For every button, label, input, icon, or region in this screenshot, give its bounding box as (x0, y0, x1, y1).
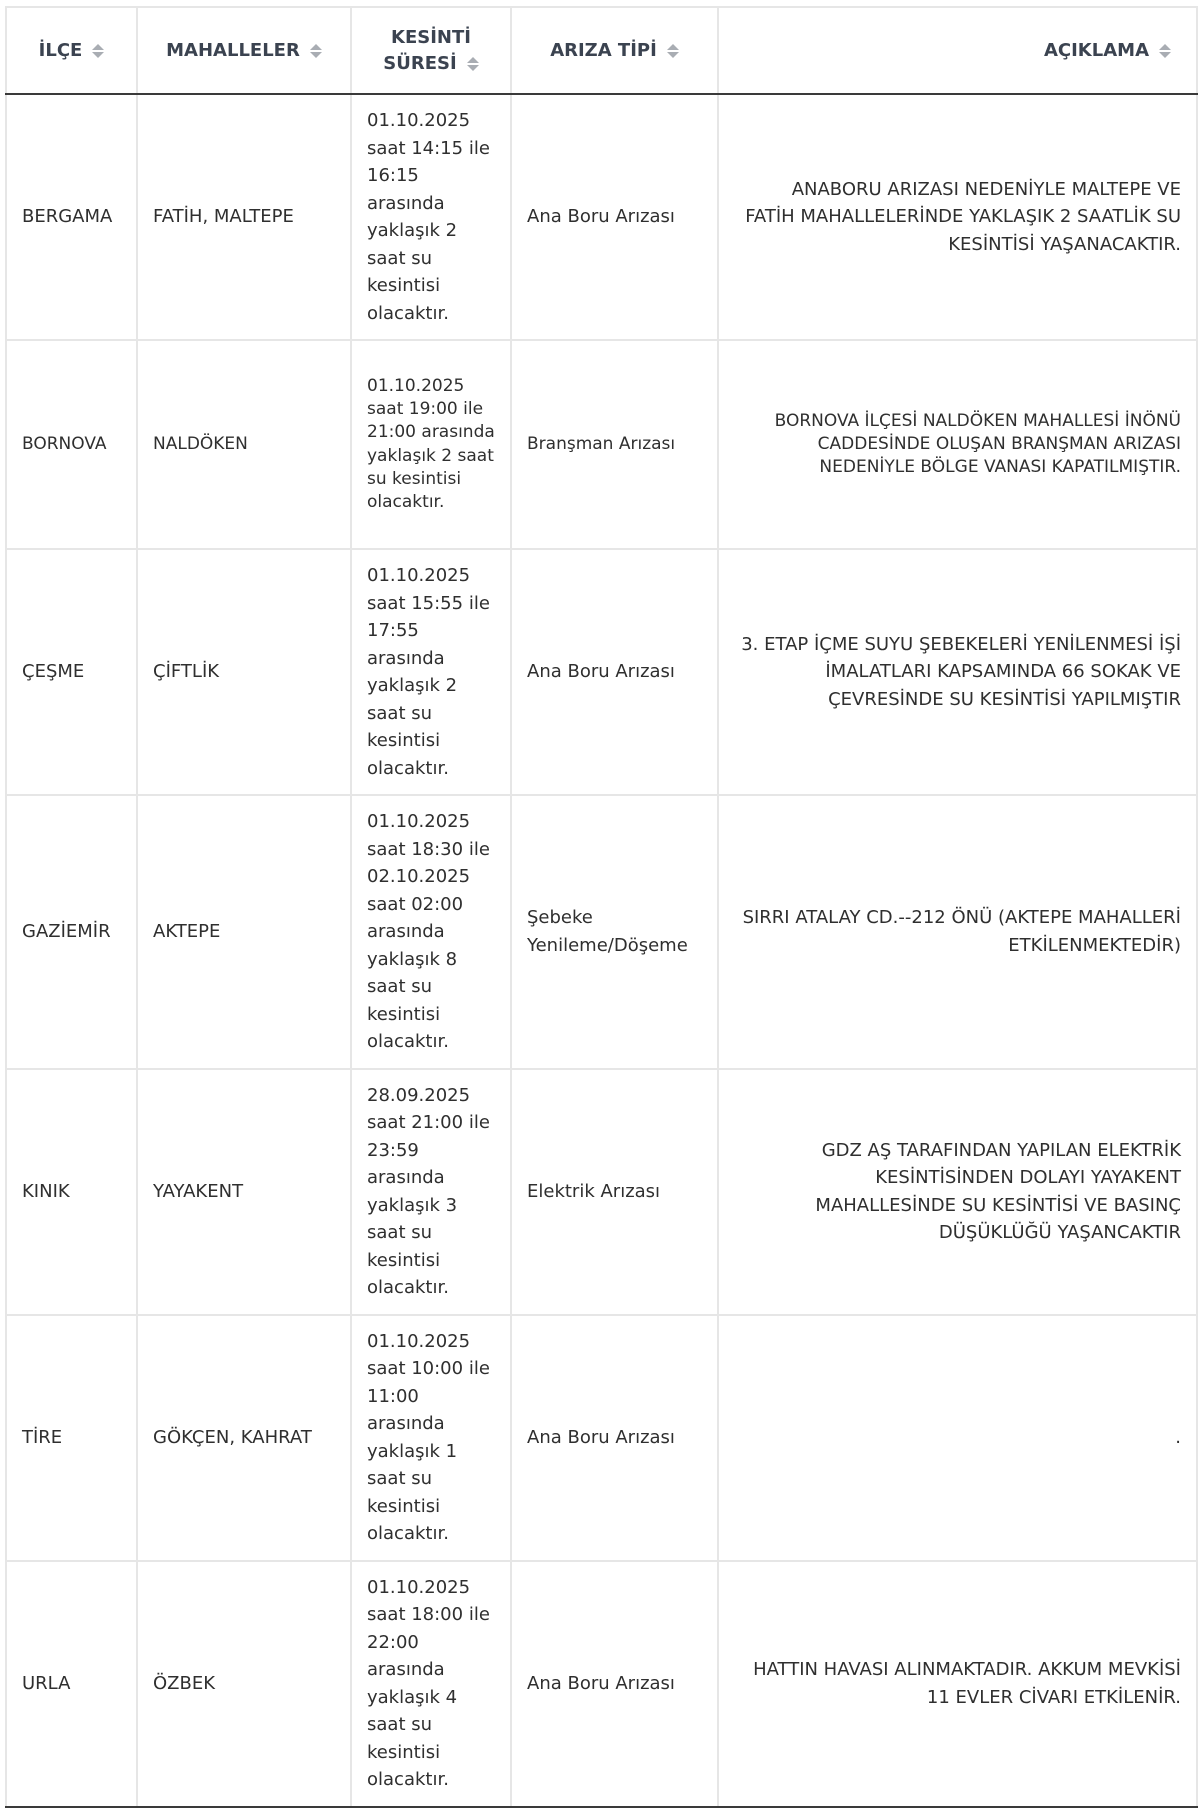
cell-kesinti-suresi: 01.10.2025 saat 10:00 ile 11:00 arasında yaklaşık 1 saat su kesintisi olacaktır. (351, 1315, 511, 1561)
cell-aciklama: GDZ AŞ TARAFINDAN YAPILAN ELEKTRİK KESİNTİSİNDEN DOLAYI YAYAKENT MAHALLESİNDE SU KESİNTİSİ VE BASINÇ DÜŞÜKLÜĞÜ YAŞANCAKTIR (718, 1069, 1197, 1315)
cell-mahalleler: ÖZBEK (137, 1561, 351, 1807)
cell-kesinti-suresi: 01.10.2025 saat 18:00 ile 22:00 arasında yaklaşık 4 saat su kesintisi olacaktır. (351, 1561, 511, 1807)
cell-aciklama: . (718, 1315, 1197, 1561)
cell-ilce: KINIK (6, 1069, 137, 1315)
water-outage-table (5, 6, 1198, 1808)
sort-icon[interactable] (310, 44, 322, 58)
column-header-label: ARIZA TİPİ (550, 39, 657, 61)
cell-ilce: BERGAMA (6, 94, 137, 340)
column-header-aciklama[interactable] (718, 7, 1197, 94)
cell-mahalleler: NALDÖKEN (137, 340, 351, 549)
cell-ariza-tipi: Branşman Arızası (511, 340, 718, 549)
cell-ariza-tipi: Ana Boru Arızası (511, 94, 718, 340)
table-body (6, 94, 1197, 1807)
cell-kesinti-suresi: 01.10.2025 saat 19:00 ile 21:00 arasında yaklaşık 2 saat su kesintisi olacaktır. (351, 340, 511, 549)
table-header (6, 7, 1197, 94)
cell-ilce: ÇEŞME (6, 549, 137, 795)
cell-aciklama: 3. ETAP İÇME SUYU ŞEBEKELERİ YENİLENMESİ İŞİ İMALATLARI KAPSAMINDA 66 SOKAK VE ÇEVRESİNDE SU KESİNTİSİ YAPILMIŞTIR (718, 549, 1197, 795)
cell-kesinti-suresi: 28.09.2025 saat 21:00 ile 23:59 arasında yaklaşık 3 saat su kesintisi olacaktır. (351, 1069, 511, 1315)
outage-table-container (5, 6, 1196, 1808)
cell-aciklama: BORNOVA İLÇESİ NALDÖKEN MAHALLESİ İNÖNÜ CADDESİNDE OLUŞAN BRANŞMAN ARIZASI NEDENİYLE BÖLGE VANASI KAPATILMIŞTIR. (718, 340, 1197, 549)
cell-ilce: GAZİEMİR (6, 795, 137, 1069)
column-header-label-line1: KESİNTİ (391, 26, 471, 48)
cell-mahalleler: FATİH, MALTEPE (137, 94, 351, 340)
table-row (6, 94, 1197, 340)
cell-ariza-tipi: Ana Boru Arızası (511, 1561, 718, 1807)
cell-ilce: TİRE (6, 1315, 137, 1561)
cell-kesinti-suresi: 01.10.2025 saat 15:55 ile 17:55 arasında yaklaşık 2 saat su kesintisi olacaktır. (351, 549, 511, 795)
cell-aciklama: HATTIN HAVASI ALINMAKTADIR. AKKUM MEVKİSİ 11 EVLER CİVARI ETKİLENİR. (718, 1561, 1197, 1807)
sort-icon[interactable] (467, 57, 479, 71)
table-row (6, 795, 1197, 1069)
column-header-kesinti-suresi[interactable] (351, 7, 511, 94)
cell-mahalleler: GÖKÇEN, KAHRAT (137, 1315, 351, 1561)
table-row (6, 1315, 1197, 1561)
cell-ariza-tipi: Ana Boru Arızası (511, 549, 718, 795)
column-header-label: İLÇE (38, 39, 83, 61)
cell-kesinti-suresi: 01.10.2025 saat 18:30 ile 02.10.2025 saat 02:00 arasında yaklaşık 8 saat su kesintisi olacaktır. (351, 795, 511, 1069)
column-header-label-line2: SÜRESİ (383, 52, 457, 74)
cell-mahalleler: ÇİFTLİK (137, 549, 351, 795)
table-row (6, 340, 1197, 549)
cell-ariza-tipi: Şebeke Yenileme/Döşeme (511, 795, 718, 1069)
column-header-ilce[interactable] (6, 7, 137, 94)
cell-mahalleler: YAYAKENT (137, 1069, 351, 1315)
sort-icon[interactable] (1159, 44, 1171, 58)
column-header-label: MAHALLELER (166, 39, 300, 61)
column-header-mahalleler[interactable] (137, 7, 351, 94)
column-header-ariza-tipi[interactable] (511, 7, 718, 94)
table-row (6, 1069, 1197, 1315)
cell-aciklama: SIRRI ATALAY CD.--212 ÖNÜ (AKTEPE MAHALLERİ ETKİLENMEKTEDİR) (718, 795, 1197, 1069)
cell-ariza-tipi: Elektrik Arızası (511, 1069, 718, 1315)
table-row (6, 549, 1197, 795)
header-row (6, 7, 1197, 94)
column-header-label: AÇIKLAMA (1043, 39, 1149, 61)
cell-ariza-tipi: Ana Boru Arızası (511, 1315, 718, 1561)
sort-icon[interactable] (667, 44, 679, 58)
cell-ilce: URLA (6, 1561, 137, 1807)
sort-icon[interactable] (92, 44, 104, 58)
cell-ilce: BORNOVA (6, 340, 137, 549)
cell-aciklama: ANABORU ARIZASI NEDENİYLE MALTEPE VE FATİH MAHALLELERİNDE YAKLAŞIK 2 SAATLİK SU KESİNTİSİ YAŞANACAKTIR. (718, 94, 1197, 340)
cell-kesinti-suresi: 01.10.2025 saat 14:15 ile 16:15 arasında yaklaşık 2 saat su kesintisi olacaktır. (351, 94, 511, 340)
table-row (6, 1561, 1197, 1807)
cell-mahalleler: AKTEPE (137, 795, 351, 1069)
